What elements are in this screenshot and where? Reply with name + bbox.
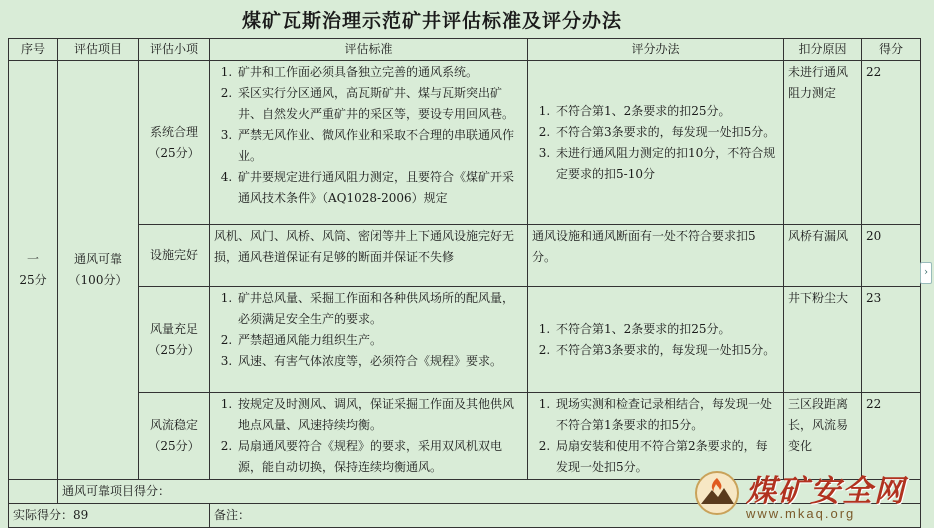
subitem-name: 系统合理 bbox=[149, 124, 198, 139]
criteria-item: 1. 矿井和工作面必须具备独立完善的通风系统。 bbox=[236, 62, 523, 83]
reason-cell: 风桥有漏风 bbox=[784, 225, 862, 287]
watermark bbox=[694, 462, 926, 524]
method-cell bbox=[528, 61, 784, 225]
header-criteria: 评估标准 bbox=[210, 39, 528, 61]
subitem-name: 风流稳定 bbox=[149, 418, 198, 432]
header-row bbox=[9, 39, 921, 61]
reason-cell: 井下粉尘大 bbox=[784, 287, 862, 393]
criteria-item: 1. 矿井总风量、采掘工作面和各种供风场所的配风量，必须满足安全生产的要求。 bbox=[236, 288, 523, 330]
score-cell: 22 bbox=[862, 393, 921, 480]
header-subitem: 评估小项 bbox=[139, 39, 210, 61]
method-cell bbox=[528, 287, 784, 393]
evaluation-table bbox=[8, 38, 921, 528]
criteria-item: 2. 采区实行分区通风，高瓦斯矿井、煤与瓦斯突出矿井、自然发火严重矿井的采区等，要设专用回风巷。 bbox=[236, 83, 523, 125]
method-item: 2. 局扇安装和使用不符合第2条要求的，每发现一处扣5分。 bbox=[554, 436, 779, 478]
method-cell: 通风设施和通风断面有一处不符合要求扣5分。 bbox=[528, 225, 784, 287]
criteria-cell bbox=[210, 61, 528, 225]
subitem-cell bbox=[139, 225, 210, 287]
criteria-cell bbox=[210, 393, 528, 480]
expand-handle-right[interactable]: › bbox=[920, 262, 932, 284]
watermark-url: www.mkaq.org bbox=[746, 505, 856, 521]
section-item-cell bbox=[58, 61, 139, 480]
reason-cell: 未进行通风阻力测定 bbox=[784, 61, 862, 225]
criteria-item: 3. 风速、有害气体浓度等，必须符合《规程》要求。 bbox=[236, 351, 523, 372]
method-item: 2. 不符合第3条要求的，每发现一处扣5分。 bbox=[554, 122, 779, 143]
subitem-cell bbox=[139, 393, 210, 480]
remark-cell: 备注： bbox=[210, 504, 921, 528]
subitem-name: 风量充足 bbox=[149, 321, 198, 336]
criteria-cell: 风机、风门、风桥、风筒、密闭等井上下通风设施完好无损，通风巷道保证有足够的断面并保证不失修 bbox=[210, 225, 528, 287]
subitem-points: （25分） bbox=[148, 439, 200, 453]
table-row bbox=[9, 225, 921, 287]
section-item-points: （100分） bbox=[68, 273, 128, 287]
subtotal-label: 通风可靠项目得分： bbox=[58, 480, 921, 504]
watermark-text: 煤矿安全网 bbox=[746, 473, 906, 509]
criteria-item: 1. 按规定及时测风、调风，保证采掘工作面及其他供风地点风量、风速持续均衡。 bbox=[236, 394, 523, 436]
criteria-cell bbox=[210, 287, 528, 393]
header-item: 评估项目 bbox=[58, 39, 139, 61]
criteria-item: 2. 局扇通风要符合《规程》的要求，采用双风机双电源，能自动切换，保持连续均衡通风。 bbox=[236, 436, 523, 478]
subitem-points: （25分） bbox=[148, 342, 200, 357]
criteria-item: 4. 矿井要规定进行通风阻力测定，且要符合《煤矿开采通风技术条件》（AQ1028-2006）规定 bbox=[236, 167, 523, 209]
actual-score-label: 实际得分： bbox=[13, 508, 74, 522]
score-cell: 22 bbox=[862, 61, 921, 225]
mountain-flame-logo bbox=[694, 470, 740, 516]
section-points: 25分 bbox=[19, 273, 47, 287]
criteria-item: 2. 严禁超通风能力组织生产。 bbox=[236, 330, 523, 351]
section-item-name: 通风可靠 bbox=[73, 252, 122, 266]
subitem-cell bbox=[139, 61, 210, 225]
score-cell: 23 bbox=[862, 287, 921, 393]
actual-score-value: 89 bbox=[73, 508, 89, 522]
method-item: 1. 不符合第1、2条要求的扣25分。 bbox=[554, 319, 779, 340]
table-row bbox=[9, 61, 921, 225]
section-number: 一 bbox=[26, 252, 39, 266]
actual-score-cell bbox=[9, 504, 210, 528]
method-item: 3. 未进行通风阻力测定的扣10分，不符合规定要求的扣5-10分 bbox=[554, 143, 779, 185]
section-number-cell bbox=[9, 61, 58, 480]
header-method: 评分办法 bbox=[528, 39, 784, 61]
table-row bbox=[9, 287, 921, 393]
header-score: 得分 bbox=[862, 39, 921, 61]
subitem-points: （25分） bbox=[148, 145, 200, 160]
page-title: 煤矿瓦斯治理示范矿井评估标准及评分办法 bbox=[241, 10, 622, 32]
reason-cell: 三区段距离长，风流易变化 bbox=[784, 393, 862, 480]
header-reason: 扣分原因 bbox=[784, 39, 862, 61]
criteria-item: 3. 严禁无风作业、微风作业和采取不合理的串联通风作业。 bbox=[236, 125, 523, 167]
method-item: 2. 不符合第3条要求的，每发现一处扣5分。 bbox=[554, 340, 779, 361]
method-item: 1. 现场实测和检查记录相结合，每发现一处不符合第1条要求的扣5分。 bbox=[554, 394, 779, 436]
subitem-cell bbox=[139, 287, 210, 393]
subitem-name: 设施完好 bbox=[149, 248, 198, 262]
method-item: 1. 不符合第1、2条要求的扣25分。 bbox=[554, 101, 779, 122]
score-cell: 20 bbox=[862, 225, 921, 287]
header-no: 序号 bbox=[9, 39, 58, 61]
